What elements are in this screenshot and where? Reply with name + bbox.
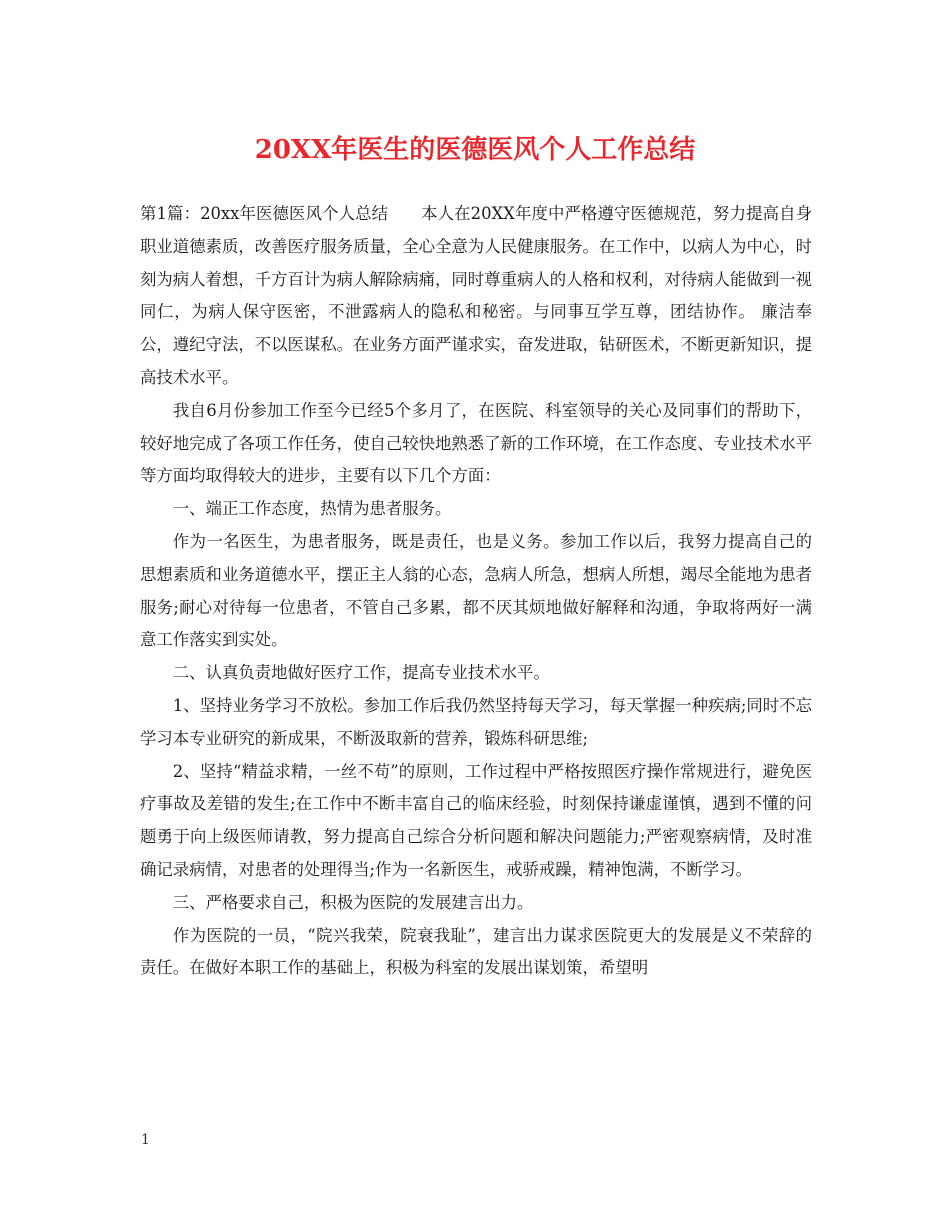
- paragraph-section-3: 作为医院的一员，“院兴我荣，院衰我耻”，建言出力谋求医院更大的发展是义不荣辞的责任。在做好本职工作的基础上，积极为科室的发展出谋划策，希望明: [140, 925, 812, 978]
- paragraph-item-2: 2、坚持“精益求精，一丝不苟”的原则，工作过程中严格按照医疗操作常规进行，避免医疗事故及差错的发生;在工作中不断丰富自己的临床经验，时刻保持谦虚谨慎，遇到不懂的问题勇于向上级医师请教，努力提高自己综合分析问题和解决问题能力;严密观察病情，及时准确记录病情，对患者的处理得当;作为一名新医生，戒骄戒躁，精神饱满，不断学习。: [140, 761, 812, 879]
- paragraph-overview: 我自6月份参加工作至今已经5个多月了，在医院、科室领导的关心及同事们的帮助下，较好地完成了各项工作任务，使自己较快地熟悉了新的工作环境，在工作态度、专业技术水平等方面均取得较大的进步，主要有以下几个方面：: [140, 400, 813, 486]
- document-body: [140, 198, 812, 985]
- section-heading-3: 三、严格要求自己，积极为医院的发展建言出力。: [172, 892, 534, 912]
- paragraph-intro: 第1篇：20xx年医德医风个人总结 本人在20XX年度中严格遵守医德规范，努力提高自身职业道德素质，改善医疗服务质量，全心全意为人民健康服务。在工作中，以病人为中心，时刻为病人着想，千方百计为病人解除病痛，同时尊重病人的人格和权利，对待病人能做到一视同仁，为病人保守医密，不泄露病人的隐私和秘密。与同事互学互尊，团结协作。 廉洁奉公，遵纪守法，不以医谋私。在业务方面严谨求实，奋发进取，钻研医术，不断更新知识，提高技术水平。: [140, 204, 813, 387]
- page-number: 1: [141, 1132, 150, 1148]
- section-heading-2: 二、认真负责地做好医疗工作，提高专业技术水平。: [172, 663, 550, 683]
- paragraph-item-1: 1、坚持业务学习不放松。参加工作后我仍然坚持每天学习，每天掌握一种疾病;同时不忘学习本专业研究的新成果，不断汲取新的营养，锻炼科研思维;: [140, 695, 812, 748]
- section-heading-1: 一、端正工作态度，热情为患者服务。: [172, 499, 452, 519]
- document-title: 20XX年医生的医德医风个人工作总结: [254, 135, 696, 165]
- paragraph-section-1: 作为一名医生，为患者服务，既是责任，也是义务。参加工作以后，我努力提高自己的思想素质和业务道德水平，摆正主人翁的心态，急病人所急，想病人所想，竭尽全能地为患者服务;耐心对待每一位患者，不管自己多累，都不厌其烦地做好解释和沟通，争取将两好一满意工作落实到实处。: [140, 531, 813, 650]
